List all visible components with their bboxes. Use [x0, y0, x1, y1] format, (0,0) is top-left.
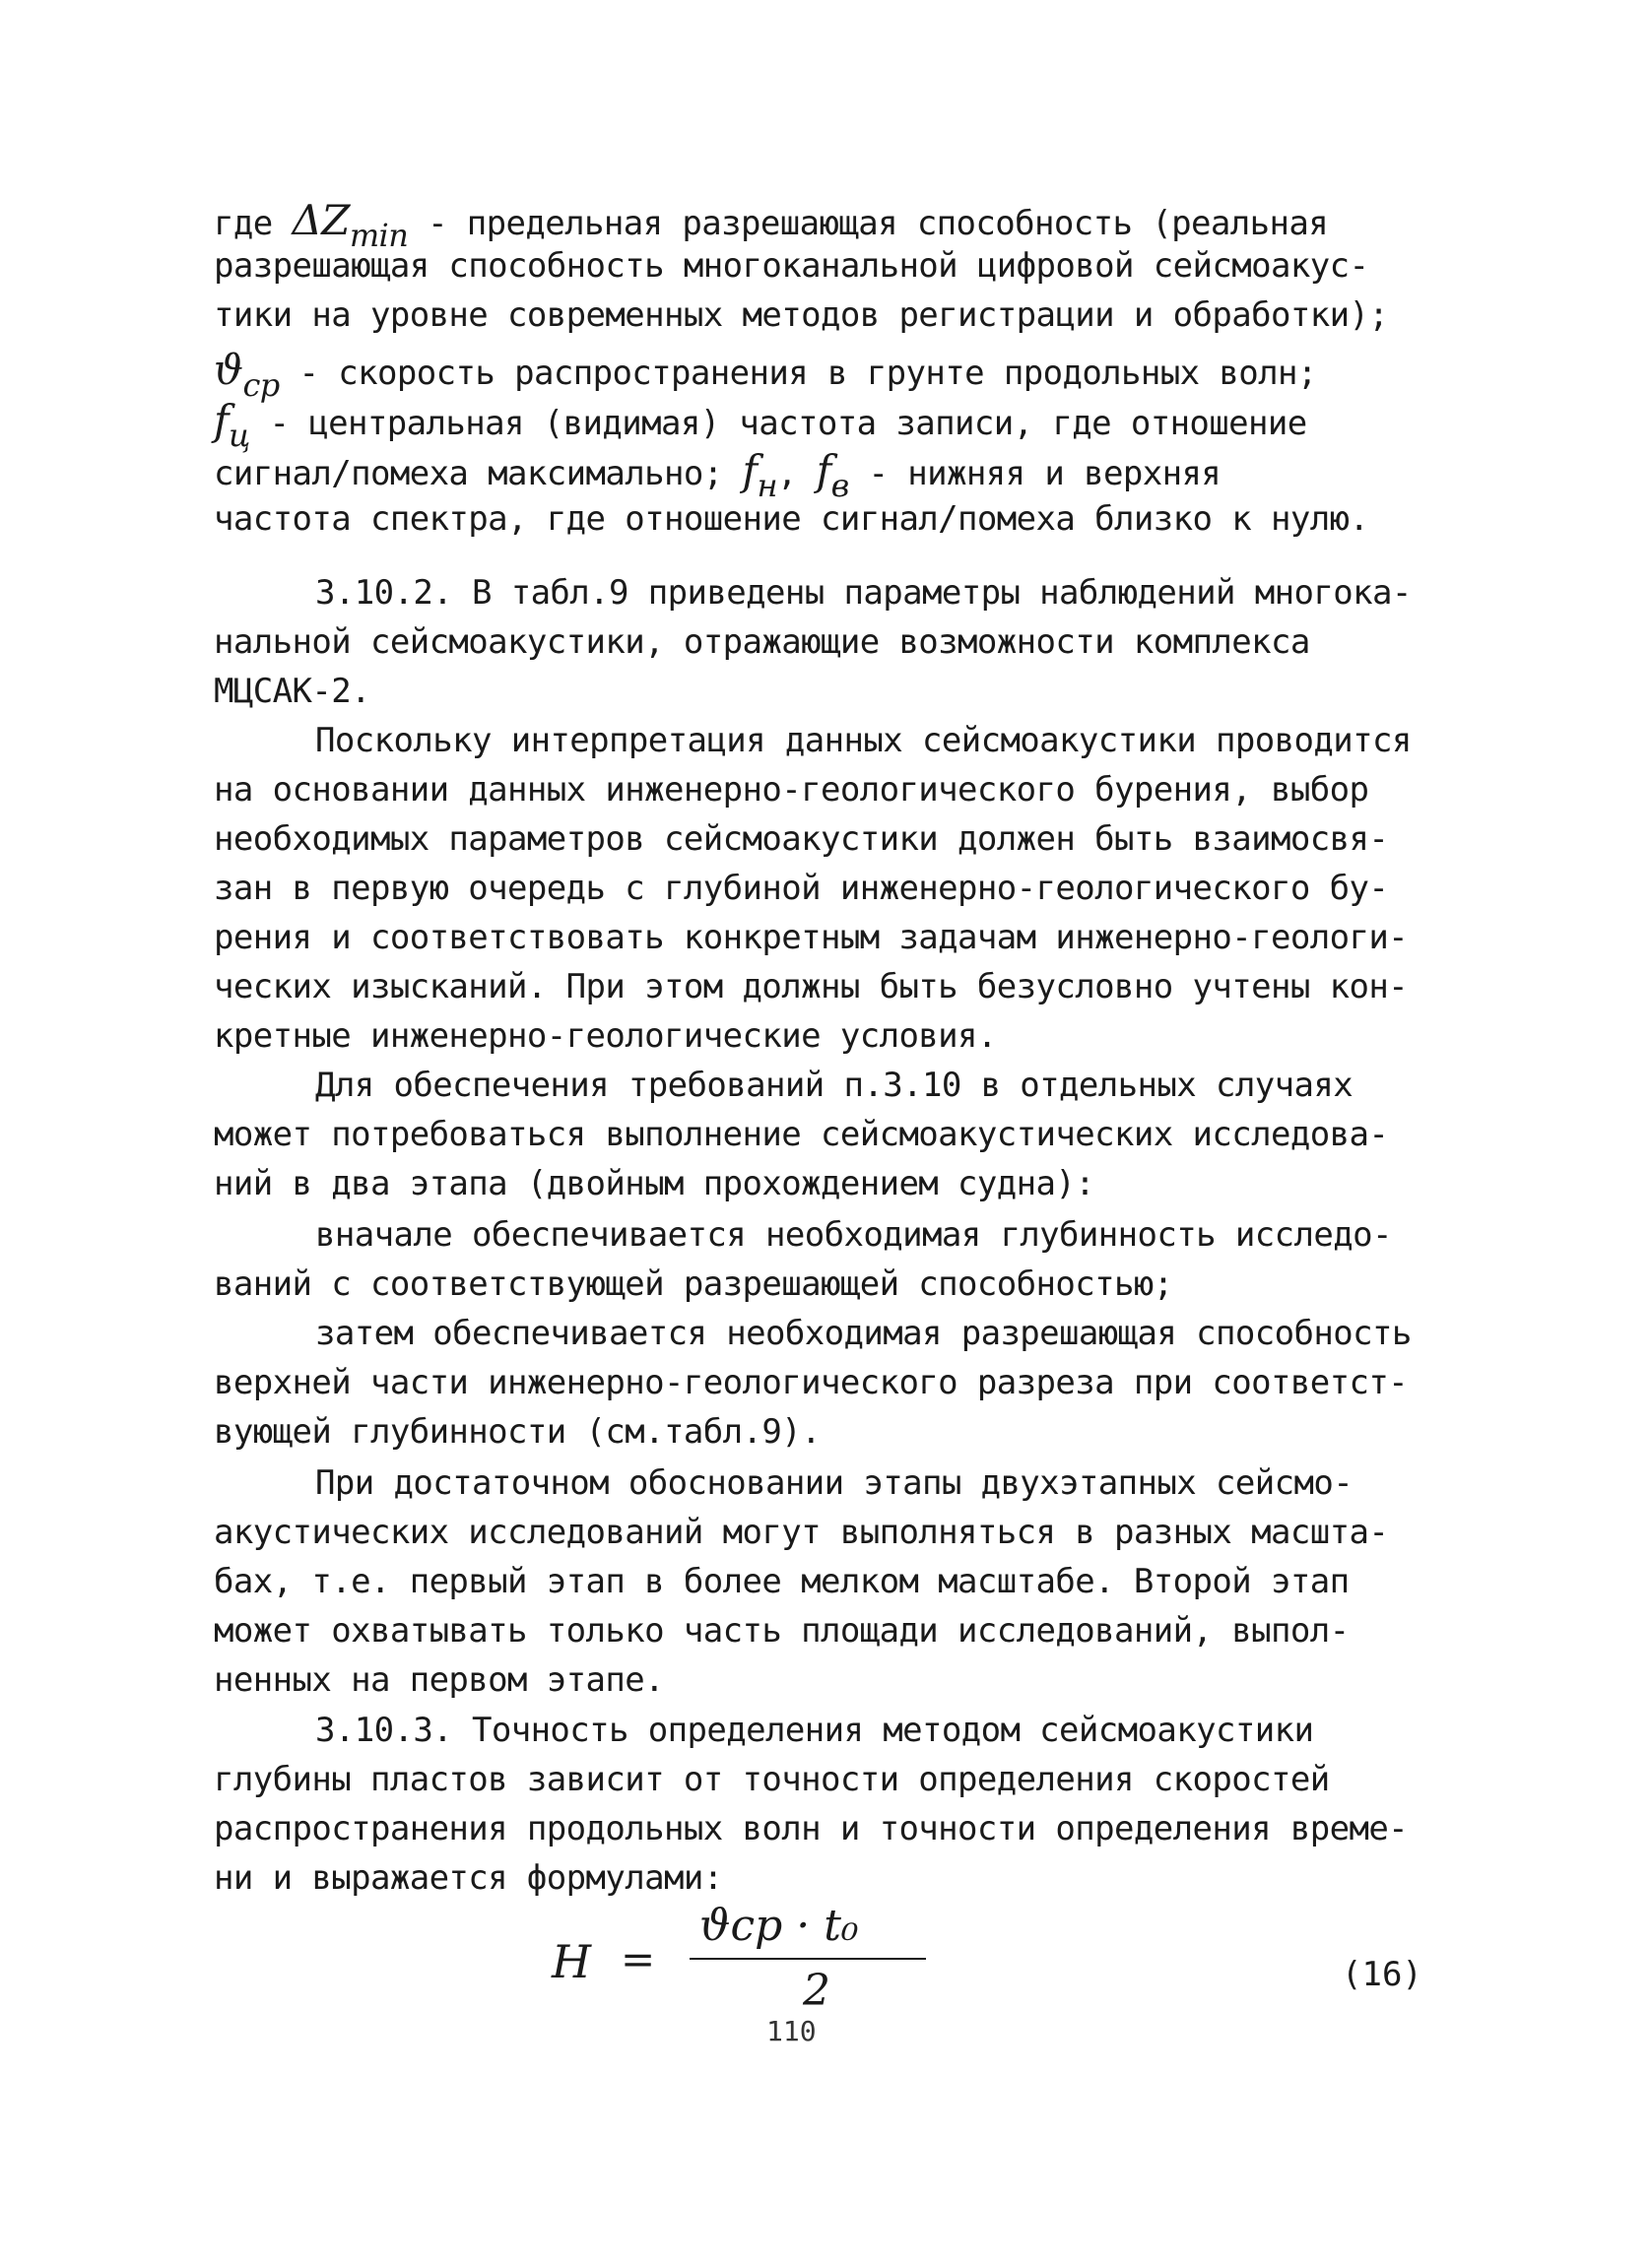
paragraph-requirements-line-3: ний в два этапа (двойным прохождением судна): [214, 1164, 1095, 1203]
paragraph-interpretation-line-5: рения и соответствовать конкретным задачам инженерно-геологи- [214, 918, 1409, 957]
formula-lhs: H [552, 1935, 592, 1988]
paragraph-stage-one-line-2: ваний с соответствующей разрешающей способностью; [214, 1264, 1173, 1304]
definitions-line-5: fц - центральная (видимая) частота записи, где отношение [214, 396, 1307, 454]
paragraph-3-10-2-line-1: 3.10.2. В табл.9 приведены параметры наблюдений многока- [315, 573, 1412, 613]
paragraph-3-10-2-line-3: МЦСАК-2. [214, 672, 370, 711]
formula-denominator: 2 [803, 1966, 830, 2016]
symbol-frequency-low: f [742, 446, 758, 494]
paragraph-3-10-2-line-2: нальной сейсмоакустики, отражающие возможности комплекса [214, 622, 1310, 662]
paragraph-two-stage-line-1: При достаточном обосновании этапы двухэтапных сейсмо- [315, 1463, 1354, 1503]
definitions-line-1: где ΔZmin - предельная разрешающая способность (реальная [214, 196, 1329, 254]
formula-equals: = [621, 1935, 656, 1983]
symbol-velocity-subscript: ср [242, 366, 280, 404]
symbol-delta-z: ΔZ [292, 196, 350, 244]
paragraph-3-10-3-line-1: 3.10.3. Точность определения методом сейсмоакустики [315, 1711, 1314, 1750]
formula-fraction-bar [690, 1958, 926, 1960]
page-number: 110 [766, 2015, 817, 2047]
paragraph-stage-one-line-1: вначале обеспечивается необходимая глубинность исследо- [315, 1215, 1392, 1255]
definitions-line-6: сигнал/помеха максимально; fн, fв - нижняя и верхняя [214, 446, 1222, 504]
paragraph-interpretation-line-6: ческих изысканий. При этом должны быть безусловно учтены кон- [214, 967, 1409, 1006]
paragraph-two-stage-line-5: ненных на первом этапе. [214, 1660, 665, 1700]
definitions-line-7: частота спектра, где отношение сигнал/помеха близко к нулю. [214, 499, 1369, 539]
paragraph-two-stage-line-4: может охватывать только часть площади исследований, выпол- [214, 1611, 1350, 1651]
paragraph-3-10-3-line-3: распространения продольных волн и точности определения време- [214, 1809, 1409, 1848]
paragraph-two-stage-line-3: бах, т.е. первый этап в более мелком масштабе. Второй этап [214, 1562, 1350, 1601]
depth-formula [552, 1901, 946, 2058]
symbol-frequency-high: f [816, 446, 831, 494]
paragraph-3-10-3-line-2: глубины пластов зависит от точности определения скоростей [214, 1760, 1330, 1799]
paragraph-stage-two-line-2: верхней части инженерно-геологического разреза при соответст- [214, 1363, 1409, 1402]
paragraph-interpretation-line-4: зан в первую очередь с глубиной инженерно-геологического бу- [214, 869, 1389, 908]
symbol-frequency-center-subscript: ц [228, 417, 250, 454]
paragraph-stage-two-line-3: вующей глубинности (см.табл.9). [214, 1412, 821, 1452]
equation-number: (16) [1342, 1955, 1422, 1994]
formula-numerator: ϑср · t₀ [699, 1901, 859, 1951]
paragraph-interpretation-line-1: Поскольку интерпретация данных сейсмоакустики проводится [315, 721, 1412, 760]
symbol-frequency-center: f [214, 396, 229, 444]
paragraph-two-stage-line-2: акустических исследований могут выполняться в разных масшта- [214, 1513, 1389, 1552]
definitions-line-3: тики на уровне современных методов регистрации и обработки); [214, 295, 1389, 335]
definitions-line-2: разрешающая способность многоканальной цифровой сейсмоакус- [214, 246, 1369, 286]
symbol-delta-z-subscript: min [349, 217, 409, 254]
paragraph-interpretation-line-2: на основании данных инженерно-геологического бурения, выбор [214, 770, 1369, 810]
paragraph-stage-two-line-1: затем обеспечивается необходимая разрешающая способность [315, 1314, 1412, 1353]
paragraph-3-10-3-line-4: ни и выражается формулами: [214, 1858, 723, 1898]
paragraph-interpretation-line-3: необходимых параметров сейсмоакустики должен быть взаимосвя- [214, 819, 1389, 859]
paragraph-interpretation-line-7: кретные инженерно-геологические условия. [214, 1016, 997, 1056]
paragraph-requirements-line-1: Для обеспечения требований п.3.10 в отдельных случаях [315, 1066, 1354, 1105]
paragraph-requirements-line-2: может потребоваться выполнение сейсмоакустических исследова- [214, 1115, 1389, 1154]
symbol-velocity: ϑ [214, 346, 243, 394]
definitions-line-4: ϑср - скорость распространения в грунте продольных волн; [214, 346, 1317, 404]
